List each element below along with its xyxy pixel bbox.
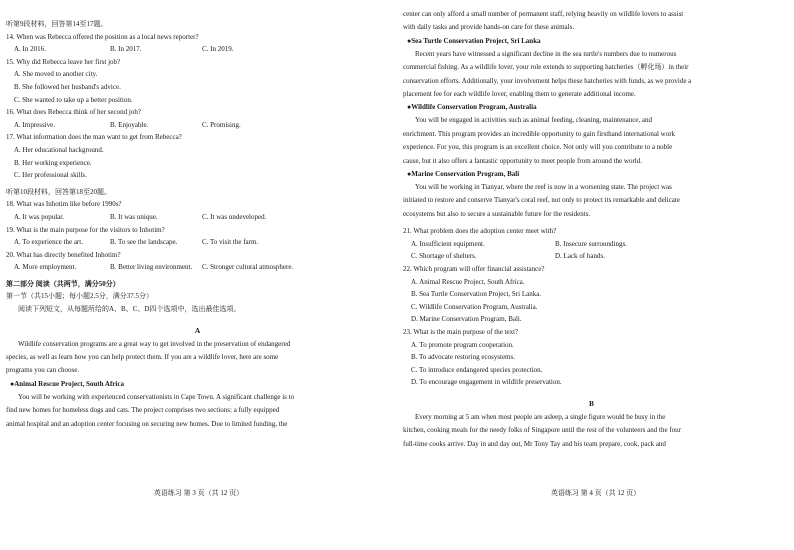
program-line: placement fee for each wildlife lover, enabling them to generate additional income. (403, 90, 636, 99)
continued-line: center can only afford a small number of permanent staff, relying heavily on wildlife lovers to assist (403, 10, 684, 18)
option-b: B. Sea Turtle Conservation Project, Sri Lanka. (411, 290, 542, 299)
program-line: animal hospital and an adoption center focusing on securing new homes. Due to limited funding, the (6, 419, 288, 428)
program-line: You will be engaged in activities such as animal feeding, cleaning, maintenance, and (415, 116, 653, 125)
option-d: D. Marine Conservation Program, Bali. (411, 315, 522, 324)
option-c: C. She wanted to take up a better position. (14, 95, 133, 104)
option-c: C. Stronger cultural atmosphere. (202, 263, 294, 272)
option-a: A. In 2016. (14, 45, 46, 54)
program-heading: ●Marine Conservation Program, Bali (407, 170, 520, 179)
program-heading: ●Animal Rescue Project, South Africa (10, 379, 124, 388)
option-c: C. Wildlife Conservation Program, Australia. (411, 302, 538, 311)
option-b: B. Better living environment. (110, 263, 193, 272)
question-14-options (6, 43, 389, 56)
option-c: C. In 2019. (202, 45, 234, 54)
reading-instruction: 阅读下列短文，从每题所给的A、B、C、D四个选项中，选出最佳选项。 (18, 305, 241, 314)
question-18: 18. What was Inhotim like before 1990s? (6, 200, 122, 209)
program-line: Recent years have witnessed a significant decline in the sea turtle's numbers due to numerous (415, 49, 677, 58)
page-footer: 英语练习 第 3 页（共 12 页） (153, 489, 244, 497)
option-a: A. Impressive. (14, 120, 56, 129)
program-line: conservation efforts. Additionally, your involvement helps these hatcheries with funds, as we provide a (403, 76, 692, 85)
passage-a-line: Wildlife conservation programs are a great way to get involved in the preservation of endangered (18, 339, 291, 348)
listening-intro-10: 听第10段材料，回答第18至20题。 (6, 187, 111, 196)
option-a: A. She moved to another city. (14, 70, 98, 79)
option-b: B. Enjoyable. (110, 120, 149, 129)
question-21-options-ab (403, 238, 780, 251)
program-line: You will be working in Tianyar, where the reef is now in a worsening state. The project was (415, 183, 672, 192)
option-a: A. Her educational background. (14, 145, 104, 154)
program-line: You will be working with experienced conservationists in Cape Town. A significant challenge is to (18, 392, 295, 401)
program-line: ecosystems but also to secure a sustainable future for the residents. (403, 209, 591, 218)
program-heading: ●Sea Turtle Conservation Project, Sri Lanka (407, 36, 541, 45)
option-c: C. It was undeveloped. (202, 212, 267, 221)
option-b: B. To see the landscape. (110, 238, 178, 247)
passage-b-line: full-time cooks arrive. Day in and day out, Mr Tony Tay and his team prepare, cook, pack and (403, 439, 666, 448)
passage-a-label: A (194, 325, 201, 335)
right-page (397, 0, 794, 550)
question-19-options (6, 236, 389, 249)
option-d: D. Lack of hands. (555, 252, 605, 261)
page-footer: 英语练习 第 4 页（共 12 页） (550, 489, 641, 497)
option-b: B. To advocate restoring ecosystems. (411, 353, 515, 362)
option-b: B. Her working experience. (14, 158, 92, 167)
option-a: A. To promote program cooperation. (411, 340, 514, 349)
question-16: 16. What does Rebecca think of her second job? (6, 108, 141, 117)
option-c: C. Shortage of shelters. (411, 252, 477, 261)
question-17: 17. What information does the man want to get from Rebecca? (6, 133, 182, 142)
question-23: 23. What is the main purpose of the text? (403, 328, 519, 337)
option-c: C. To visit the farm. (202, 238, 259, 247)
option-b: B. Insecure surroundings. (555, 239, 627, 248)
option-c: C. Promising. (202, 120, 241, 129)
program-line: find new homes for homeless dogs and cats. The project comprises two sections: a fully equipped (6, 406, 280, 415)
option-b: B. She followed her husband's advice. (14, 82, 121, 91)
section-1-heading: 第一节（共15小题；每小题2.5分，满分37.5分） (6, 292, 153, 301)
program-line: enrichment. This program provides an incredible opportunity to gain firsthand international work (403, 129, 676, 138)
part-2-heading: 第二部分 阅读（共两节，满分50分） (6, 279, 120, 288)
option-c: C. To introduce endangered species protection. (411, 365, 543, 374)
passage-a-line: programs you can choose. (6, 366, 80, 375)
listening-intro-9: 听第9段材料，回答第14至17题。 (6, 20, 108, 28)
passage-b-line: kitchen, cooking meals for the needy folks of Singapore until the rest of the volunteers and the four (403, 426, 681, 435)
option-d: D. To encourage engagement in wildlife preservation. (411, 378, 562, 387)
option-a: A. More employment. (14, 263, 77, 272)
passage-b-label: B (589, 399, 594, 408)
question-22: 22. Which program will offer financial assistance? (403, 265, 545, 274)
program-line: cause, but it also offers a fantastic opportunity to meet people from around the world. (403, 156, 642, 165)
option-a: A. Animal Rescue Project, South Africa. (411, 277, 525, 286)
option-b: B. In 2017. (110, 45, 142, 54)
question-21-options-cd (403, 250, 780, 263)
question-20-options (6, 261, 389, 274)
question-21: 21. What problem does the adoption center meet with? (403, 227, 557, 236)
question-14: 14. When was Rebecca offered the position as a local news reporter? (6, 32, 199, 41)
question-18-options (6, 211, 389, 224)
option-a: A. Insufficient equipment. (411, 239, 485, 248)
option-c: C. Her professional skills. (14, 171, 87, 180)
option-a: A. It was popular. (14, 212, 64, 221)
program-line: experience. For you, this program is an excellent choice. Not only will you contribute to a noble (403, 143, 673, 152)
question-16-options (6, 119, 389, 132)
option-b: B. It was unique. (110, 212, 158, 221)
question-19: 19. What is the main purpose for the visitors to Inhotim? (6, 225, 165, 234)
program-line: commercial fishing. As a wildlife lover, your role extends to supporting hatcheries（孵化场）in their (403, 63, 689, 72)
continued-line: with daily tasks and provide hands-on care for these animals. (403, 23, 575, 32)
program-line: initiated to restore and conserve Tianyar's coral reef, not only to protect its remarkable and delicate (403, 196, 680, 205)
option-a: A. To experience the art. (14, 238, 83, 247)
passage-a-line: species, as well as learn how you can help protect them. If you are a wildlife lover, here are some (6, 353, 279, 362)
question-20: 20. What has directly benefited Inhotim? (6, 250, 121, 259)
passage-b-line: Every morning at 5 am when most people are asleep, a single figure would be busy in the (415, 413, 666, 421)
program-heading: ●Wildlife Conservation Program, Australia (407, 103, 537, 112)
question-15: 15. Why did Rebecca leave her first job? (6, 57, 121, 66)
